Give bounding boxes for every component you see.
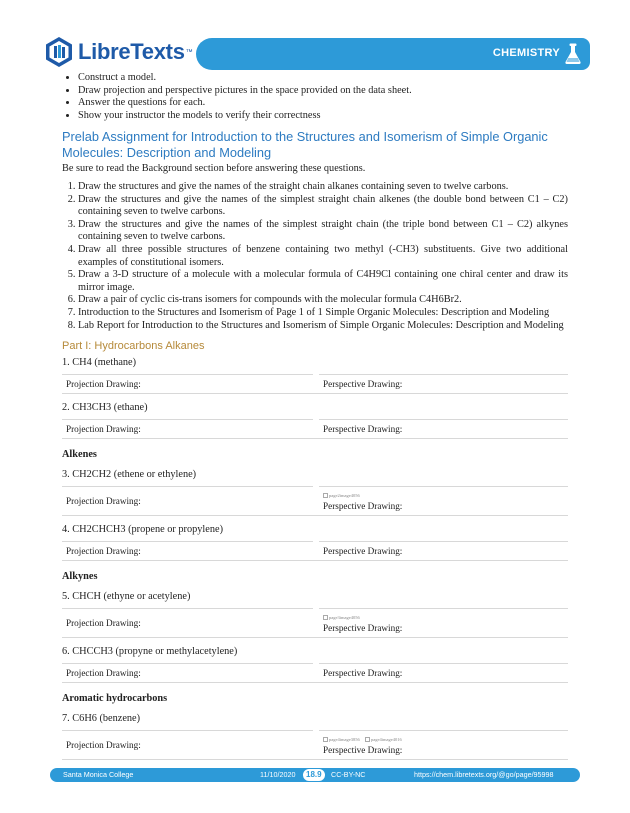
perspective-drawing-cell[interactable] (319, 730, 568, 760)
item-ethane: 2. CH3CH3 (ethane) (62, 402, 148, 414)
perspective-drawing-cell[interactable]: Perspective Drawing: (319, 374, 568, 394)
subject-banner (196, 38, 590, 70)
drawing-row (62, 663, 568, 683)
alkenes-heading: Alkenes (62, 449, 97, 461)
broken-image: page2image4056 (323, 492, 360, 499)
logo-trademark: ™ (185, 48, 193, 56)
prelab-instruction: Be sure to read the Background section before answering these questions. (62, 163, 366, 175)
list-item: 7. Introduction to the Structures and Isomerism of Page 1 of 1 Simple Organic Molecules: Description and Modeling (78, 307, 568, 320)
image-icon (323, 737, 328, 742)
list-item: 5. Draw a 3-D structure of a molecule with a molecular formula of C4H9Cl containing one chiral center and draw its mirror image. (78, 269, 568, 294)
broken-image: page4image4016 (365, 736, 402, 743)
perspective-drawing-cell[interactable]: Perspective Drawing: (319, 541, 568, 561)
list-item: 2. Draw the structures and give the names of the simplest straight chain alkenes (the double bond between C1 – C2) containing seven to twelve carbons. (78, 194, 568, 219)
prelab-title: Prelab Assignment for Introduction to the Structures and Isomerism of Simple Organic Molecules: Description and Modeling (62, 129, 548, 160)
page-footer (50, 768, 580, 782)
page-number-badge: 18.9 (302, 768, 326, 782)
page-header (0, 0, 630, 75)
item-ethene: 3. CH2CH2 (ethene or ethylene) (62, 469, 197, 481)
libretexts-logo[interactable] (44, 36, 193, 68)
footer-college: Santa Monica College (63, 770, 134, 779)
projection-drawing-cell[interactable]: Projection Drawing: (62, 541, 313, 561)
prelab-task-list (62, 181, 568, 332)
libretexts-logo-icon (44, 36, 74, 68)
projection-drawing-cell[interactable]: Projection Drawing: (62, 608, 313, 638)
intro-bullet-list (62, 72, 568, 122)
list-item: • Show your instructor the models to verify their correctness (78, 110, 568, 123)
drawing-row (62, 541, 568, 561)
alkynes-heading: Alkynes (62, 571, 98, 583)
projection-drawing-cell[interactable]: Projection Drawing: (62, 663, 313, 683)
flask-icon (564, 43, 582, 65)
list-item: • Draw projection and perspective pictures in the space provided on the data sheet. (78, 85, 568, 98)
perspective-drawing-cell[interactable]: Perspective Drawing: (319, 419, 568, 439)
list-item: 8. Lab Report for Introduction to the Structures and Isomerism of Simple Organic Molecules: Description and Modeling (78, 320, 568, 333)
drawing-row (62, 730, 568, 760)
list-item: 3. Draw the structures and give the names of the simplest straight chain (the triple bond between C1 – C2) alkynes containing seven to twelve carbons. (78, 219, 568, 244)
projection-drawing-cell[interactable]: Projection Drawing: (62, 486, 313, 516)
list-item: • Construct a model. (78, 72, 568, 85)
image-icon (323, 615, 328, 620)
broken-image: page3image4056 (323, 614, 360, 621)
footer-url-link[interactable]: https://chem.libretexts.org/@go/page/95998 (414, 770, 554, 779)
perspective-label: Perspective Drawing: (323, 623, 403, 634)
logo-text: LibreTexts (78, 39, 185, 64)
drawing-row (62, 419, 568, 439)
drawing-row (62, 374, 568, 394)
list-item: 4. Draw all three possible structures of benzene containing two methyl (-CH3) substituents. Give two additional examples of constitutional isomers. (78, 244, 568, 269)
item-propyne: 6. CHCCH3 (propyne or methylacetylene) (62, 646, 238, 658)
item-benzene: 7. C6H6 (benzene) (62, 713, 141, 725)
projection-drawing-cell[interactable]: Projection Drawing: (62, 374, 313, 394)
projection-drawing-cell[interactable]: Projection Drawing: (62, 730, 313, 760)
perspective-label: Perspective Drawing: (323, 501, 403, 512)
perspective-drawing-cell[interactable]: Perspective Drawing: (319, 663, 568, 683)
list-item: • Answer the questions for each. (78, 97, 568, 110)
perspective-label: Perspective Drawing: (323, 745, 403, 756)
list-item: 6. Draw a pair of cyclic cis-trans isomers for compounds with the molecular formula C4H6Br2. (78, 294, 568, 307)
part1-title: Part I: Hydrocarbons Alkanes (62, 340, 205, 353)
perspective-drawing-cell[interactable] (319, 608, 568, 638)
projection-drawing-cell[interactable]: Projection Drawing: (62, 419, 313, 439)
item-ethyne: 5. CHCH (ethyne or acetylene) (62, 591, 191, 603)
list-item: 1. Draw the structures and give the names of the straight chain alkanes containing seven to twelve carbons. (78, 181, 568, 194)
footer-license: CC-BY-NC (331, 770, 366, 779)
page-content (62, 72, 568, 760)
aromatic-heading: Aromatic hydrocarbons (62, 693, 168, 705)
image-icon (323, 493, 328, 498)
drawing-row (62, 486, 568, 516)
drawing-row (62, 608, 568, 638)
footer-date: 11/10/2020 (260, 770, 296, 779)
item-ch4: 1. CH4 (methane) (62, 357, 137, 369)
image-icon (365, 737, 370, 742)
perspective-drawing-cell[interactable] (319, 486, 568, 516)
broken-image: page4image3856 (323, 736, 360, 743)
subject-label[interactable]: CHEMISTRY (492, 47, 560, 59)
item-propene: 4. CH2CHCH3 (propene or propylene) (62, 524, 223, 536)
